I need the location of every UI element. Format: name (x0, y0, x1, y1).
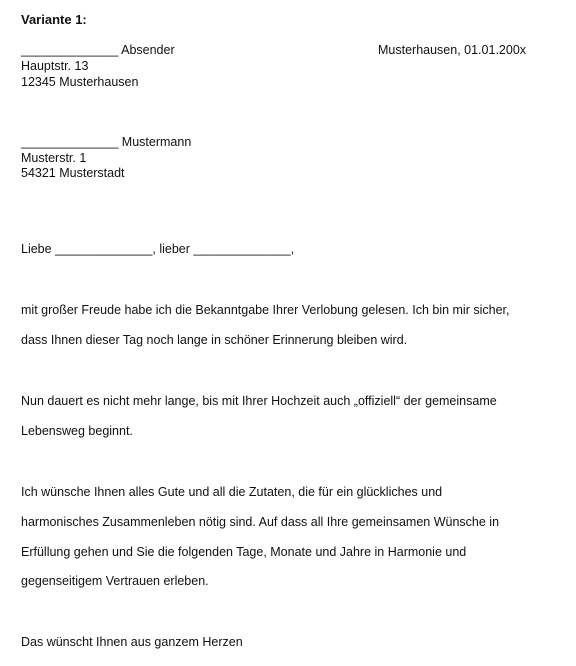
variant-heading: Variante 1: (21, 12, 87, 27)
recipient-city: 54321 Musterstadt (21, 166, 125, 180)
body-line: Erfüllung gehen und Sie die folgenden Tage, Monate und Jahre in Harmonie und (21, 545, 467, 559)
sender-city: 12345 Musterhausen (21, 75, 139, 89)
body-line: dass Ihnen dieser Tag noch lange in schöner Erinnerung bleiben wird. (21, 333, 408, 347)
letter-date: Musterhausen, 01.01.200x (378, 43, 527, 57)
body-line: Ich wünsche Ihnen alles Gute und all die Zutaten, die für ein glückliches und (21, 485, 443, 499)
salutation: Liebe ______________, lieber ______________, (21, 242, 295, 256)
body-line: mit großer Freude habe ich die Bekanntgabe Ihrer Verlobung gelesen. Ich bin mir sicher, (21, 303, 510, 317)
sender-street: Hauptstr. 13 (21, 59, 89, 73)
body-line: harmonisches Zusammenleben nötig sind. Auf dass all Ihre gemeinsamen Wünsche in (21, 515, 500, 529)
closing-line: Das wünscht Ihnen aus ganzem Herzen (21, 635, 243, 649)
body-line: Lebensweg beginnt. (21, 424, 133, 438)
body-line: Nun dauert es nicht mehr lange, bis mit Ihrer Hochzeit auch „offiziell“ der gemeinsame (21, 394, 497, 408)
recipient-name-line: ______________ Mustermann (21, 135, 192, 149)
sender-name-line: ______________ Absender (21, 43, 175, 57)
recipient-street: Musterstr. 1 (21, 151, 87, 165)
body-line: gegenseitigem Vertrauen erleben. (21, 574, 209, 588)
